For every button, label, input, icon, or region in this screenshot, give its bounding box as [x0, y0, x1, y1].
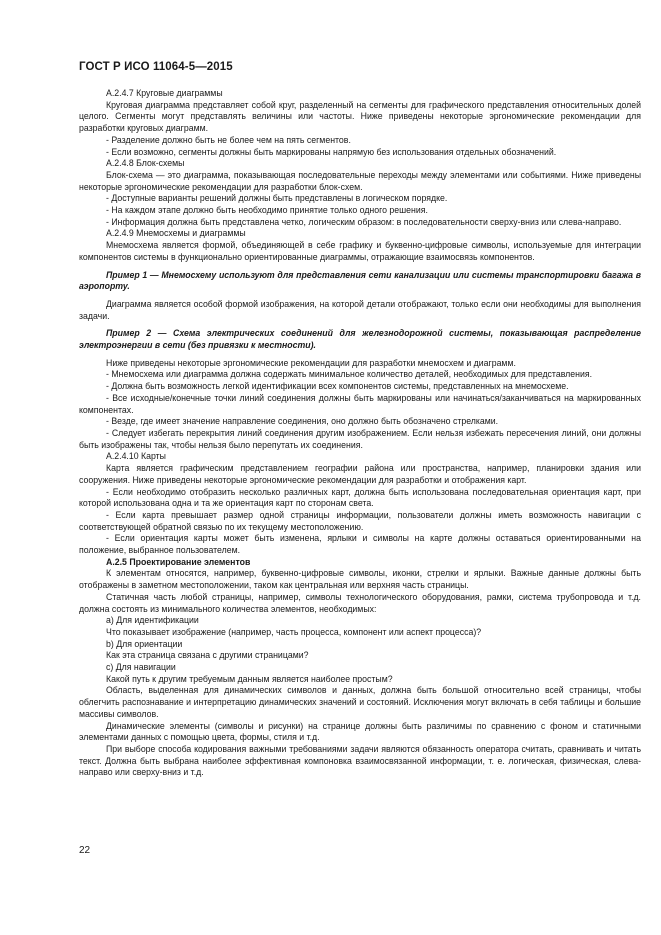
- question: Как эта страница связана с другими страницами?: [106, 650, 309, 661]
- list-item: - Следует избегать перекрытия линий соединения другим изображением. Если нельзя избежать пересечения линий, они должны быть изображены так, чтобы нельзя было перепутать их соединения.: [79, 427, 641, 450]
- document-header: ГОСТ Р ИСО 11064-5—2015: [79, 61, 233, 73]
- section-heading: А.2.4.8 Блок-схемы: [106, 158, 185, 169]
- list-item: - Если карта превышает размер одной страницы информации, пользователи должны иметь возможность навигации с соответствующей обратной связью по их текущему местоположению.: [79, 509, 641, 532]
- question: Какой путь к другим требуемым данным является наиболее простым?: [106, 673, 393, 684]
- paragraph: Карта является графическим представлением географии района или пространства, например, планировки здания или сооружения. Ниже приведены некоторые эргономические рекомендации для разработки и отображения карт.: [79, 463, 641, 485]
- paragraph: Блок-схема — это диаграмма, показывающая последовательные переходы между элементами или событиями. Ниже приведены некоторые эргономические рекомендации для разработки блок-схем.: [79, 169, 641, 192]
- list-item: - Мнемосхема или диаграмма должна содержать минимальное количество деталей, необходимых для представления.: [106, 369, 593, 380]
- paragraph: Диаграмма является особой формой изображения, на которой детали отображают, только если они необходимы для выполнения задачи.: [79, 298, 641, 321]
- section-heading: А.2.4.10 Карты: [106, 451, 166, 462]
- paragraph: Статичная часть любой страницы, например, символы технологического оборудования, рамки, система трубопровода и т.д. должна состоять из минимального количества элементов, необходимых:: [79, 591, 641, 614]
- list-item: - Везде, где имеет значение направление соединения, оно должно быть обозначено стрелками.: [106, 416, 499, 427]
- section-heading: А.2.4.7 Круговые диаграммы: [106, 88, 223, 98]
- paragraph: Круговая диаграмма представляет собой круг, разделенный на сегменты для графического представления относительных долей целого. Сегменты могут представлять величины или частоты. Ниже приведены некоторые эргономические рекомендации для разработки круговых диаграмм.: [79, 99, 641, 134]
- section-heading: А.2.4.9 Мнемосхемы и диаграммы: [106, 228, 246, 239]
- list-item: - Должна быть возможность легкой идентификации всех компонентов системы, представленных на мнемосхеме.: [106, 381, 569, 392]
- list-item: - Доступные варианты решений должны быть представлены в логическом порядке.: [106, 193, 448, 204]
- paragraph: При выборе способа кодирования важными требованиями задачи являются обязанность оператора считать, сравнивать и читать текст. Должна быть выбрана наиболее эффективная компоновка взаимосвязанной информации, т. е. логическая, физическая, слева-направо или сверху-вниз и т.д.: [79, 743, 641, 778]
- list-item: a) Для идентификации: [106, 615, 199, 626]
- paragraph: Динамические элементы (символы и рисунки) на странице должны быть различимы по сравнению с фоном и статичными элементами данных с помощью цвета, формы, стиля и т.д.: [79, 720, 641, 743]
- list-item: b) Для ориентации: [106, 638, 183, 649]
- example-note: Пример 1 — Мнемосхему используют для представления сети канализации или системы транспортировки багажа в аэропорту.: [79, 269, 641, 292]
- list-item: - На каждом этапе должно быть необходимо принятие только одного решения.: [106, 205, 428, 216]
- paragraph: К элементам относятся, например, буквенно-цифровые символы, иконки, стрелки и ярлыки. Важные данные должны быть отображены в заметном местоположении, таком как центральная или верхняя часть страницы.: [79, 568, 641, 591]
- page-number: 22: [79, 845, 91, 856]
- paragraph: Мнемосхема является формой, объединяющей в себе графику и буквенно-цифровые символы, используемые для интеграции компонентов системы в функционально ориентированные диаграммы, отражающие взаимосвязь компонентов.: [79, 240, 641, 262]
- list-item: - Если необходимо отобразить несколько различных карт, должна быть использована последовательная ориентация карт, при которой использована одна и та же ориентация карт по сторонам света.: [79, 486, 641, 509]
- list-item: c) Для навигации: [106, 662, 176, 673]
- list-item: - Если возможно, сегменты должны быть маркированы напрямую без использования отдельных обозначений.: [106, 146, 557, 157]
- list-item: - Разделение должно быть не более чем на пять сегментов.: [106, 134, 351, 145]
- question: Что показывает изображение (например, часть процесса, компонент или аспект процесса)?: [106, 626, 482, 637]
- paragraph: Область, выделенная для динамических символов и данных, должна быть большой относительно всей страницы, чтобы облегчить распознавание и интерпретацию динамических значений и состояний. Исключения могут включать в себя таблицы и большие массивы символов.: [79, 685, 641, 719]
- list-item: - Если ориентация карты может быть изменена, ярлыки и символы на карте должны оставаться ориентированными на положение, выбранное пользователем.: [79, 533, 641, 556]
- example-note: Пример 2 — Схема электрических соединений для железнодорожной системы, показывающая распределение электроэнергии в сети (без привязки к местности).: [79, 328, 641, 351]
- list-item: - Все исходные/конечные точки линий соединения должны быть маркированы или начинаться/заканчиваться на маркированных компонентах.: [79, 392, 641, 415]
- paragraph: Ниже приведены некоторые эргономические рекомендации для разработки мнемосхем и диаграмм.: [106, 357, 516, 368]
- list-item: - Информация должна быть представлена четко, логическим образом: в последовательности сверху-вниз или слева-направо.: [106, 216, 622, 227]
- section-heading-bold: А.2.5 Проектирование элементов: [106, 556, 251, 567]
- document-body: [79, 88, 641, 779]
